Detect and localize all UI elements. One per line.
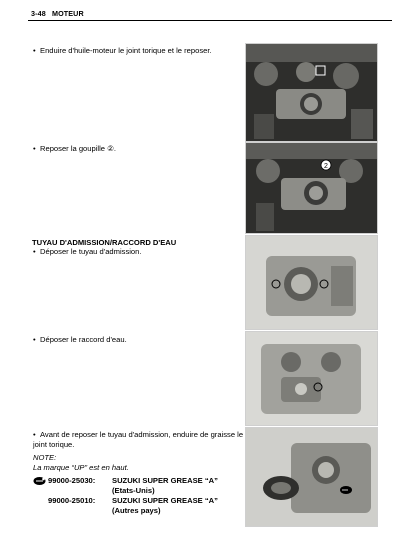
grease-part-number: 99000-25030: <box>48 476 96 485</box>
step-text: • Reposer la goupille ②. <box>40 144 116 154</box>
photo-dowel-pin <box>245 142 378 234</box>
note-label: NOTE: <box>33 453 57 462</box>
step-text: • Déposer le tuyau d'admission. <box>40 247 142 257</box>
step-text-line1: • Avant de reposer le tuyau d'admission, enduire de graisse le <box>40 430 243 440</box>
grease-name: SUZUKI SUPER GREASE “A” <box>112 496 218 505</box>
page-header <box>28 6 392 21</box>
section-title: MOTEUR <box>52 9 84 18</box>
photo-intake-grease <box>245 427 378 527</box>
photo-intake-pipe <box>245 235 378 330</box>
page-number: 3-48 <box>31 9 46 18</box>
step-text-line2: joint torique. <box>33 440 75 449</box>
section-heading: TUYAU D'ADMISSION/RACCORD D'EAU <box>32 238 177 247</box>
callout-number: 2 <box>324 163 328 170</box>
step-text: • Enduire d'huile-moteur le joint torique et le reposer. <box>40 46 212 56</box>
grease-region: (Etats-Unis) <box>112 486 155 495</box>
note-text: La marque “UP” est en haut. <box>33 463 129 472</box>
grease-region: (Autres pays) <box>112 506 161 515</box>
grease-name: SUZUKI SUPER GREASE “A” <box>112 476 218 485</box>
grease-application-icon <box>33 476 46 486</box>
photo-water-union <box>245 331 378 426</box>
step-text: • Déposer le raccord d'eau. <box>40 335 127 345</box>
grease-part-number: 99000-25010: <box>48 496 96 505</box>
photo-oring-install <box>245 43 378 142</box>
